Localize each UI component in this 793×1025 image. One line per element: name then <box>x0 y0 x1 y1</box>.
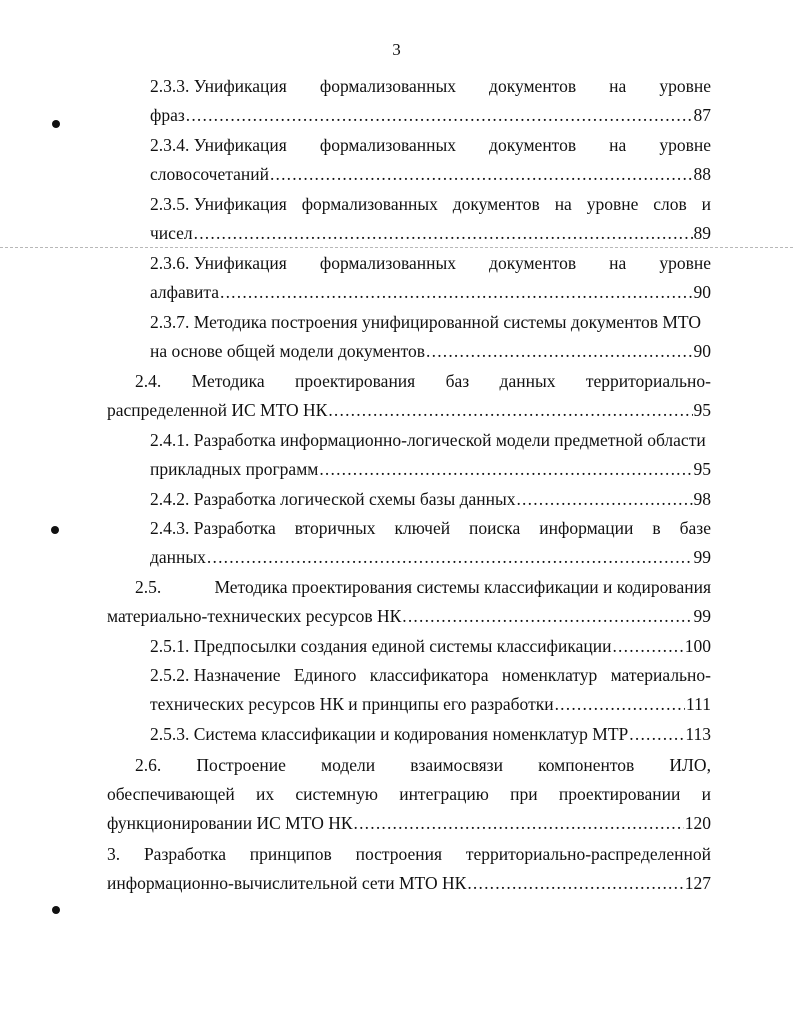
toc-page: 90 <box>693 341 711 361</box>
toc-entry: 2.3.5. Унификация формализованных документов на уровне слов и чисел ..... 89 <box>150 190 711 248</box>
toc-page: 100 <box>684 636 711 656</box>
toc-page: 90 <box>693 282 711 302</box>
toc-entry: 3. Разработка принципов построения территориально-распределенной информационно-вычислительной сети МТО НК ..... 127 <box>107 840 711 898</box>
toc-page: 99 <box>693 547 711 567</box>
toc-page: 111 <box>686 694 711 714</box>
toc-page: 120 <box>684 813 711 833</box>
binding-hole-mark <box>52 906 60 914</box>
toc-page: 88 <box>693 164 711 184</box>
toc-entry: 2.5. Методика проектирования системы классификации и кодирования материально-технических ресурсов НК ..... 99 <box>107 573 711 631</box>
toc-page: 87 <box>693 105 711 125</box>
toc-entry: 2.3.4. Унификация формализованных документов на уровне словосочетаний ..... 88 <box>150 131 711 189</box>
toc-page: 95 <box>693 459 711 479</box>
toc-page: 95 <box>693 400 711 420</box>
toc-entry: 2.3.6. Унификация формализованных документов на уровне алфавита ..... 90 <box>150 249 711 307</box>
toc-entry: 2.4.1. Разработка информационно-логической модели предметной области прикладных программ ..... 95 <box>150 426 711 484</box>
toc-page: 89 <box>693 223 711 243</box>
toc-entry: 2.4. Методика проектирования баз данных территориально- распределенной ИС МТО НК ..... 95 <box>107 367 711 425</box>
toc-entry: 2.3.3. Унификация формализованных документов на уровне фраз ..... 87 <box>150 72 711 130</box>
toc-page: 99 <box>693 606 711 626</box>
page-number: 3 <box>392 40 401 59</box>
toc-entry: 2.5.1. Предпосылки создания единой системы классификации ..... 100 <box>150 632 711 661</box>
toc-entry: 2.4.2. Разработка логической схемы базы данных ..... 98 <box>150 485 711 514</box>
binding-hole-mark <box>51 526 59 534</box>
toc-entry: 2.6. Построение модели взаимосвязи компонентов ИЛО, обеспечивающей их системную интеграцию при проектировании и функционировании ИС МТО НК ..... 120 <box>107 751 711 838</box>
toc-entry: 2.3.7. Методика построения унифицированной системы документов МТО на основе общей модели документов ..... 90 <box>150 308 711 366</box>
toc-entry: 2.4.3. Разработка вторичных ключей поиска информации в базе данных ..... 99 <box>150 514 711 572</box>
binding-hole-mark <box>52 120 60 128</box>
toc-page: 113 <box>685 724 711 744</box>
toc-entry: 2.5.2. Назначение Единого классификатора номенклатур материально- технических ресурсов НК и принципы его разработки ..... 111 <box>150 661 711 719</box>
toc-entry: 2.5.3. Система классификации и кодирования номенклатур МТР ..... 113 <box>150 720 711 749</box>
toc-page: 127 <box>684 873 711 893</box>
toc-page: 98 <box>693 489 711 509</box>
